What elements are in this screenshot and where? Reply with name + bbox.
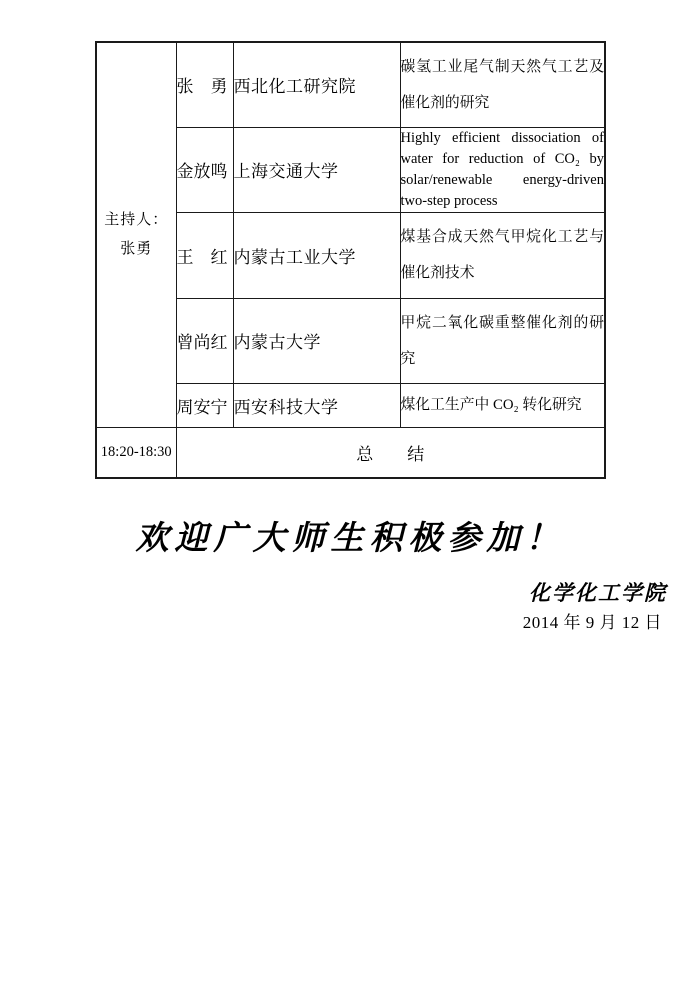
summary-label: 总 结: [176, 427, 605, 478]
speaker-name: 金放鸣: [176, 127, 233, 212]
summary-time: 18:20-18:30: [96, 427, 176, 478]
speaker-affiliation: 西安科技大学: [233, 383, 400, 427]
speaker-name: 张 勇: [176, 42, 233, 127]
table-row: [96, 42, 605, 127]
talk-topic: 甲烷二氧化碳重整催化剂的研究: [400, 298, 605, 383]
talk-topic: 碳氢工业尾气制天然气工艺及催化剂的研究: [400, 42, 605, 127]
session-schedule-table: [95, 41, 606, 479]
talk-topic: Highly efficient dissociation of water for reduction of CO₂ by solar/renewable energy-driven two-step process: [400, 127, 605, 212]
signature-school-name: 化学化工学院: [529, 581, 667, 605]
talk-topic: 煤基合成天然气甲烷化工艺与催化剂技术: [400, 212, 605, 298]
speaker-affiliation: 西北化工研究院: [233, 42, 400, 127]
document-date: 2014 年 9 月 12 日: [522, 613, 662, 632]
speaker-affiliation: 内蒙古大学: [233, 298, 400, 383]
welcome-calligraphy-text: 欢迎广大师生积极参加！: [135, 521, 565, 557]
talk-topic: 煤化工生产中 CO₂ 转化研究: [400, 383, 605, 427]
speaker-name: 曾尚红: [176, 298, 233, 383]
moderator-cell: [96, 42, 176, 427]
moderator-label: 主持人：: [104, 211, 169, 228]
summary-row: [96, 427, 605, 478]
speaker-affiliation: 内蒙古工业大学: [233, 212, 400, 298]
moderator-name: 张勇: [120, 240, 153, 257]
speaker-name: 王 红: [176, 212, 233, 298]
speaker-name: 周安宁: [176, 383, 233, 427]
speaker-affiliation: 上海交通大学: [233, 127, 400, 212]
